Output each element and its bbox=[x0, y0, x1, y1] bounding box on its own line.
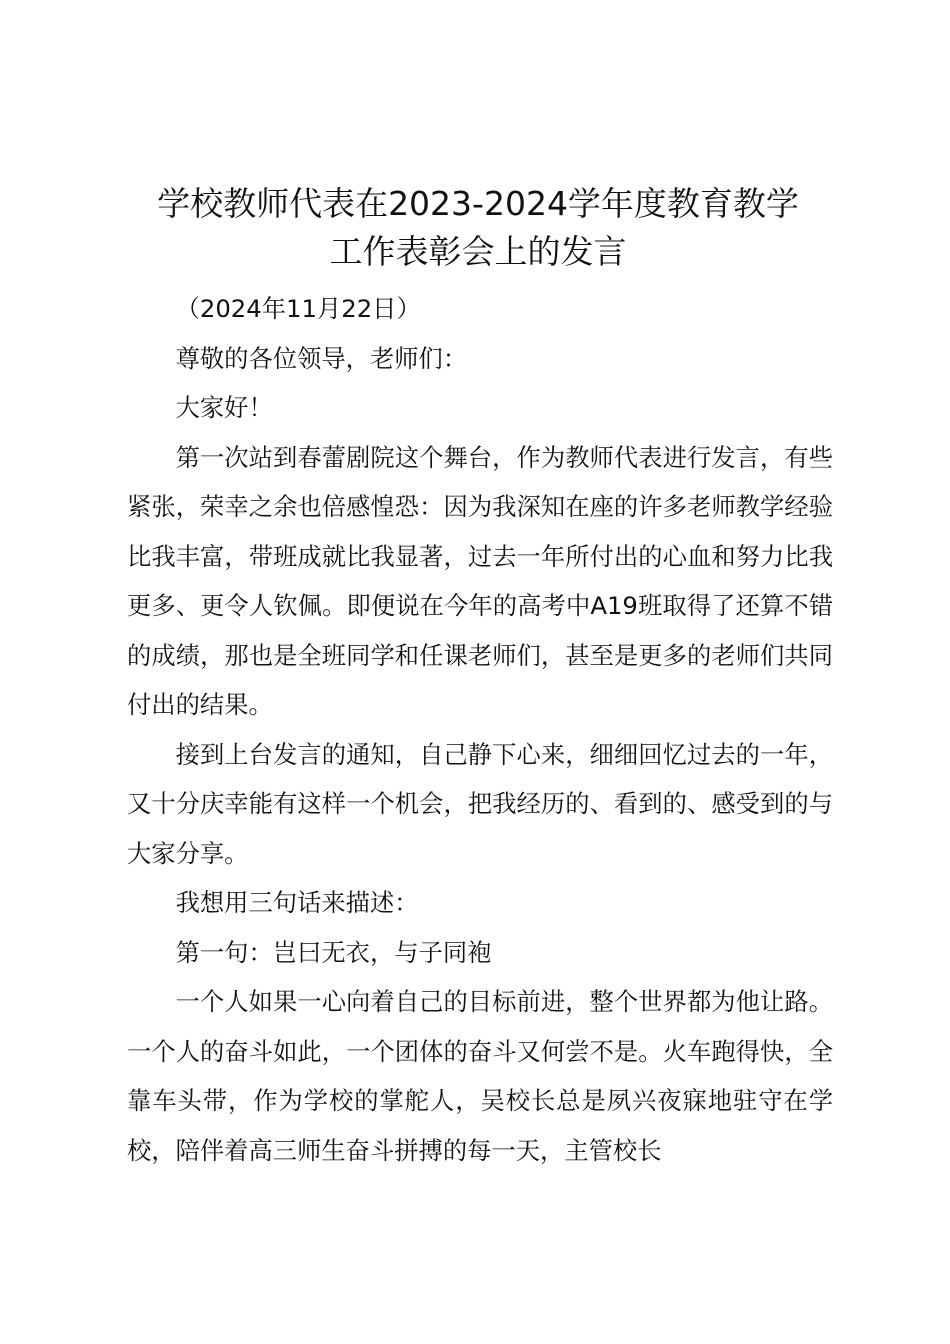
title-line-1: 学校教师代表在2023-2024学年度教育教学 bbox=[157, 184, 799, 223]
body-paragraph: 一个人如果一心向着自己的目标前进，整个世界都为他让路。一个人的奋斗如此，一个团体的奋斗又何尝不是。火车跑得快，全靠车头带，作为学校的掌舵人，吴校长总是夙兴夜寐地驻守在学校，陪伴着高三师生奋斗拼搏的每一天，主管校长 bbox=[127, 987, 833, 1165]
body-paragraph: 第一次站到春蕾剧院这个舞台，作为教师代表进行发言，有些紧张，荣幸之余也倍感惶恐：因为我深知在座的许多老师教学经验比我丰富，带班成就比我显著，过去一年所付出的心血和努力比我更多、更令人钦佩。即便说在今年的高考中A19班取得了还算不错的成绩，那也是全班同学和任课老师们，甚至是更多的老师们共同付出的结果。 bbox=[127, 442, 833, 719]
greeting: 大家好！ bbox=[175, 393, 273, 422]
date-line: （2024年11月22日） bbox=[175, 294, 421, 323]
title-line-2: 工作表彰会上的发言 bbox=[329, 232, 627, 271]
document-title bbox=[118, 180, 838, 276]
document-body bbox=[127, 284, 833, 1175]
section-heading: 第一句：岂曰无衣，与子同袍 bbox=[175, 937, 492, 967]
salutation: 尊敬的各位领导，老师们： bbox=[175, 343, 468, 373]
body-paragraph: 我想用三句话来描述： bbox=[175, 888, 419, 917]
body-paragraph: 接到上台发言的通知，自己静下心来，细细回忆过去的一年，又十分庆幸能有这样一个机会，把我经历的、看到的、感受到的与大家分享。 bbox=[127, 739, 833, 868]
